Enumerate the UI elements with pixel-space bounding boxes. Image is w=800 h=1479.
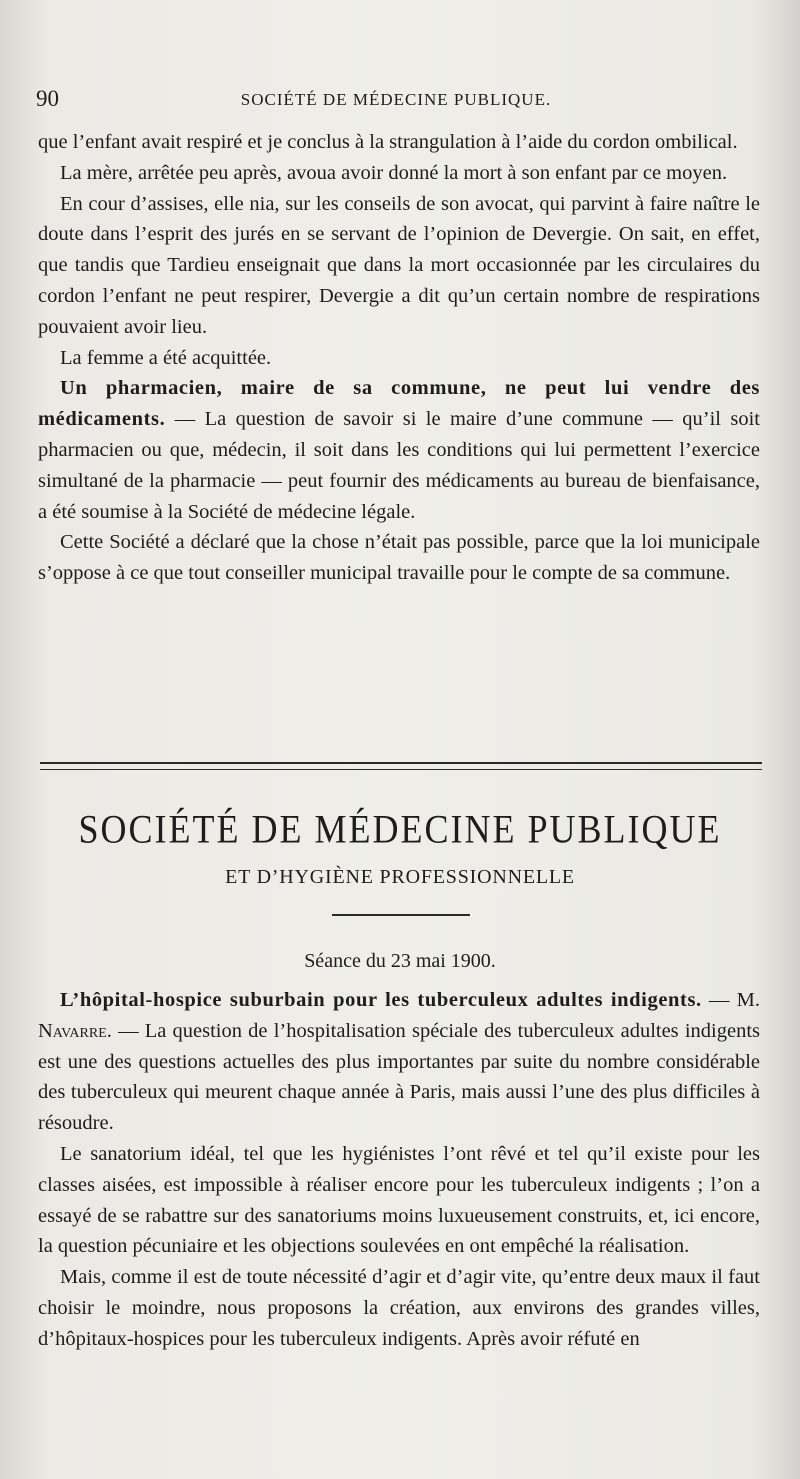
section-subtitle: ET D’HYGIÈNE PROFESSIONNELLE — [225, 866, 575, 888]
session-date: Séance du 23 mai 1900. — [304, 950, 496, 972]
page-header — [36, 86, 756, 116]
paragraph — [38, 373, 760, 527]
page-number: 90 — [36, 86, 59, 111]
paragraph: Cette Société a déclaré que la chose n’était pas possible, parce que la loi municipale s’oppose à ce que tout conseiller municipal travaille pour le compte de sa commune. — [38, 531, 760, 585]
paragraph: La mère, arrêtée peu après, avoua avoir donné la mort à son enfant par ce moyen. — [60, 161, 728, 184]
paragraph: Le sanatorium idéal, tel que les hygiénistes l’ont rêvé et tel qu’il existe pour les classes aisées, est impossible à réaliser encore pour les tuberculeux indigents ; l’on a essayé de se rabattre sur des sanatoriums moins luxueusement construits, et, ici encore, la question pécuniaire et les objections soulevées en ont empêché la réalisation. — [38, 1142, 760, 1258]
paragraph: que l’enfant avait respiré et je conclus à la strangulation à l’aide du cordon ombilical. — [38, 131, 738, 153]
top-text-block — [38, 127, 760, 589]
paragraph-text: — La question de savoir si le maire d’une commune — qu’il soit pharmacien ou que, médecin, il soit dans les conditions qui lui permettent l’exercice simultané de la pharmacie — peut fournir des médicaments au bureau de bienfaisance, a été soumise à la Société de médecine légale. — [38, 408, 760, 523]
section-divider — [40, 762, 762, 770]
article-heading: L’hôpital-hospice suburbain pour les tuberculeux adultes indigents. — [60, 989, 702, 1011]
article-heading: Un pharmacien, maire de sa commune, ne peut lui vendre des médicaments. — [38, 377, 760, 431]
paragraph: En cour d’assises, elle nia, sur les conseils de son avocat, qui parvint à faire naître le doute dans l’esprit des jurés en se servant de l’opinion de Devergie. On sait, en effet, que tandis que Tardieu enseignait que dans la mort occasionnée par les circulaires du cordon l’enfant ne peut respirer, Devergie a dit qu’un certain nombre de respirations pouvaient avoir lieu. — [38, 192, 760, 338]
author-name: Navarre — [38, 1019, 107, 1042]
paragraph — [38, 985, 760, 1139]
paragraph: Mais, comme il est de toute nécessité d’agir et d’agir vite, qu’entre deux maux il faut choisir le moindre, nous proposons la création, aux environs des grandes villes, d’hôpitaux-hospices pour les tuberculeux indigents. Après avoir réfuté en — [38, 1266, 760, 1350]
paragraph: La femme a été acquittée. — [60, 346, 272, 369]
bottom-text-block — [38, 985, 760, 1355]
dash-text: — M. — [701, 989, 760, 1011]
title-rule — [332, 914, 470, 916]
paragraph-text: . — La question de l’hospitalisation spéciale des tuberculeux adultes indigents est une des questions actuelles des plus importantes par suite du nombre considérable des tuberculeux qui meurent chaque année à Paris, mais aussi l’une des plus difficiles à résoudre. — [38, 1019, 760, 1135]
running-title: SOCIÉTÉ DE MÉDECINE PUBLIQUE. — [240, 90, 552, 109]
section-title: SOCIÉTÉ DE MÉDECINE PUBLIQUE — [78, 806, 722, 852]
